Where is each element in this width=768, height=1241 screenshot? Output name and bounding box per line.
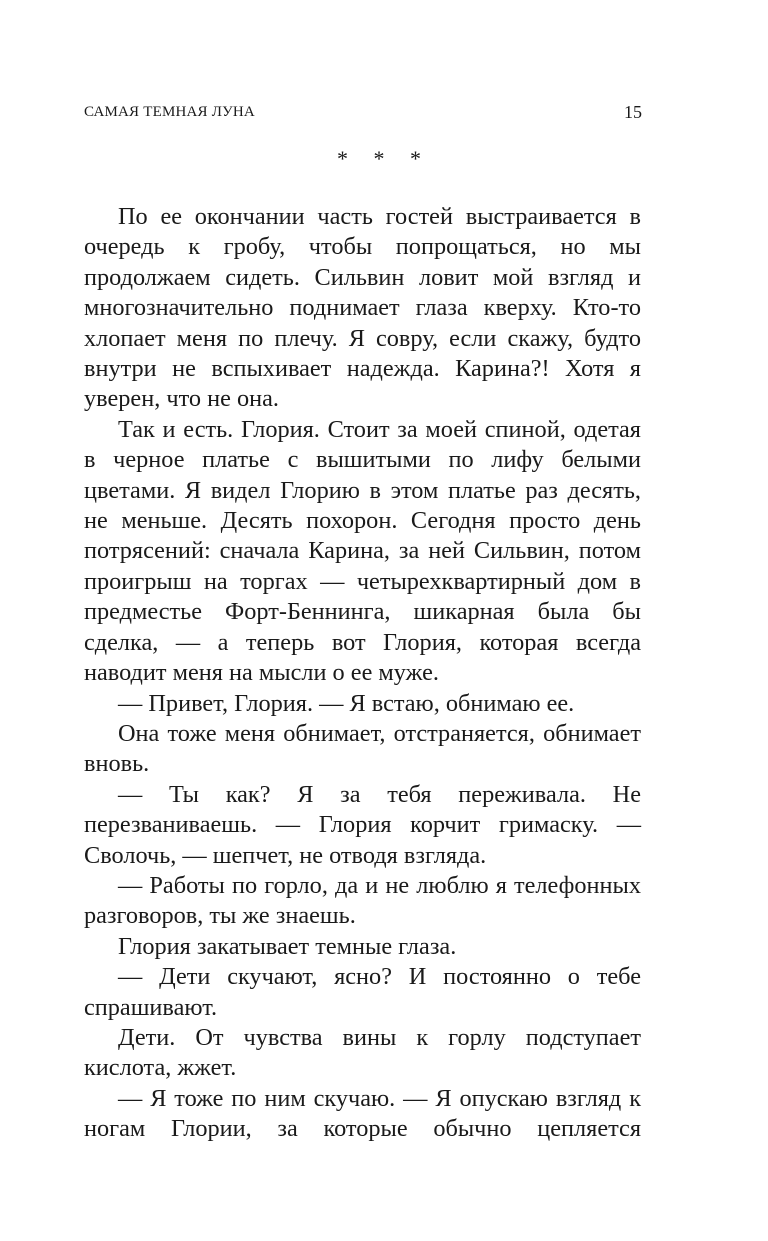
page-number: 15 xyxy=(624,102,642,122)
paragraph: — Дети скучают, ясно? И постоянно о тебе спрашивают. xyxy=(84,963,641,1021)
paragraph: — Ты как? Я за тебя переживала. Не перезваниваешь. — Глория корчит гримаску. — Сволочь, — шепчет, не отводя взгляда. xyxy=(84,780,641,869)
paragraph: По ее окончании часть гостей выстраивается в очередь к гробу, чтобы попрощаться, но мы продолжаем сидеть. Сильвин ловит мой взгляд и многозначительно поднимает глаза кверху. Кто-то хлопает меня по плечу. Я совру, если скажу, будто внутри не вспыхивает надежда. Карина?! Хотя я уверен, что не она. xyxy=(84,203,641,413)
paragraph: — Работы по горло, да и не люблю я телефонных разговоров, ты же знаешь. xyxy=(84,871,641,930)
paragraph: Глория закатывает темные глаза. xyxy=(118,932,457,960)
running-head xyxy=(0,0,768,140)
section-separator: * * * xyxy=(337,146,431,171)
paragraph: — Привет, Глория. — Я встаю, обнимаю ее. xyxy=(118,689,575,717)
paragraph: Она тоже меня обнимает, отстраняется, обнимает вновь. xyxy=(84,719,641,778)
paragraph: Так и есть. Глория. Стоит за моей спиной, одетая в черное платье с вышитыми по лифу белыми цветами. Я видел Глорию в этом платье раз десять, не меньше. Десять похорон. Сегодня просто день потрясений: сначала Карина, за ней Сильвин, потом проигрыш на торгах — четырехквартирный дом в предместье Форт-Беннинга, шикарная была бы сделка, — а теперь вот Глория, которая всегда наводит меня на мысли о ее муже. xyxy=(84,415,641,687)
paragraph: Дети. От чувства вины к горлу подступает кислота, жжет. xyxy=(84,1023,641,1082)
main-text xyxy=(84,202,641,1145)
book-title: САМАЯ ТЕМНАЯ ЛУНА xyxy=(84,104,255,120)
paragraph: — Я тоже по ним скучаю. — Я опускаю взгляд к ногам Глории, за которые обычно цепляется xyxy=(84,1084,641,1143)
